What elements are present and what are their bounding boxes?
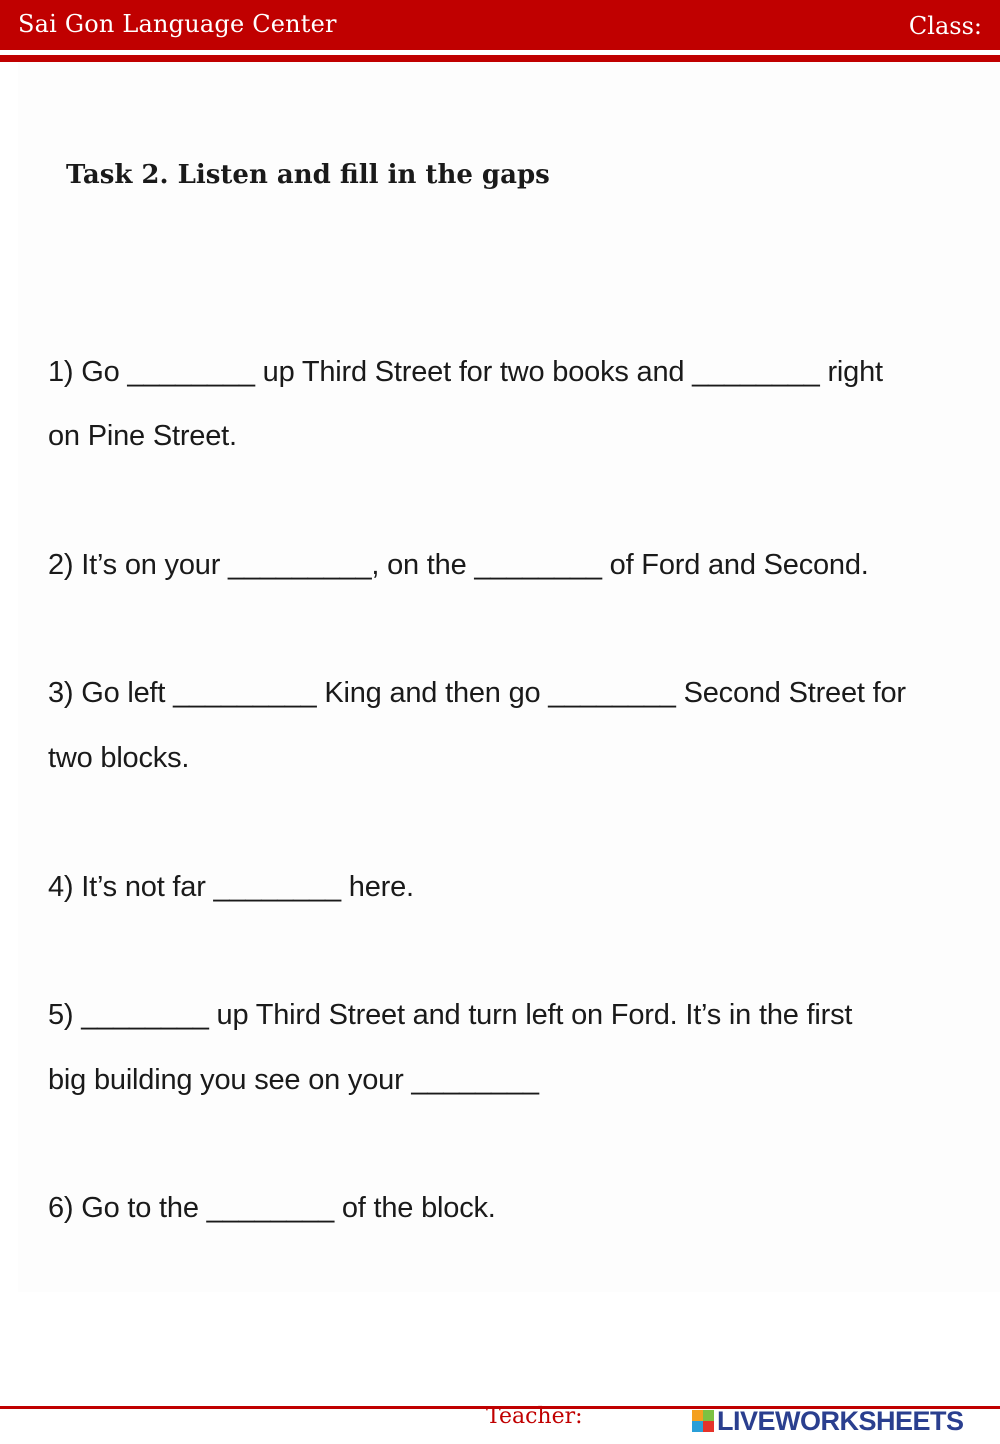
exercise-3-line-1: 3) Go left _________ King and then go ________ Second Street for (48, 677, 906, 709)
exercise-5-line-2: big building you see on your ________ (48, 1064, 539, 1096)
liveworksheets-logo (692, 1406, 964, 1436)
exercise-4: 4) It’s not far ________ here. (48, 871, 414, 903)
liveworksheets-logo-icon (692, 1410, 714, 1432)
exercise-3-line-2: two blocks. (48, 742, 190, 774)
liveworksheets-logo-text: LIVEWORKSHEETS (717, 1405, 964, 1436)
exercise-5-line-1: 5) ________ up Third Street and turn left on Ford. It’s in the first (48, 999, 853, 1031)
header-divider (0, 55, 1000, 62)
task-title: Task 2. Listen and fill in the gaps (66, 160, 550, 190)
exercise-6: 6) Go to the ________ of the block. (48, 1192, 496, 1224)
exercise-1-line-2: on Pine Street. (48, 420, 237, 452)
center-name: Sai Gon Language Center (18, 10, 337, 38)
exercise-1-line-1: 1) Go ________ up Third Street for two books and ________ right (48, 356, 883, 388)
exercise-2: 2) It’s on your _________, on the ________ of Ford and Second. (48, 549, 869, 581)
class-label: Class: (908, 12, 982, 40)
teacher-label: Teacher: (486, 1404, 583, 1429)
